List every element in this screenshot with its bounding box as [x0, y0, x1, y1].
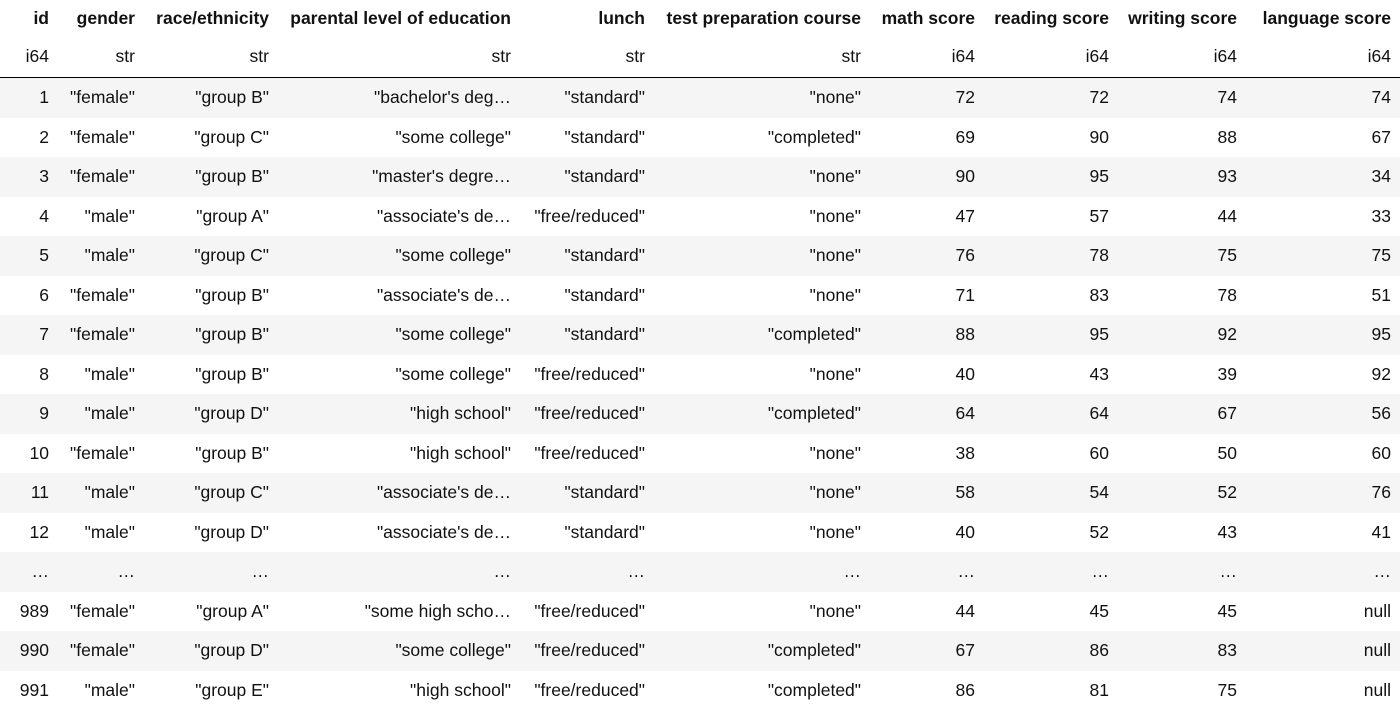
cell-reading-score: 90 [984, 118, 1118, 158]
cell-gender: "male" [58, 236, 144, 276]
cell-reading-score: … [984, 552, 1118, 592]
cell-race-ethnicity: "group B" [144, 78, 278, 118]
table-row [0, 78, 1400, 118]
cell-writing-score: 52 [1118, 473, 1246, 513]
cell-race-ethnicity: "group D" [144, 394, 278, 434]
table-row [0, 276, 1400, 316]
table-row [0, 355, 1400, 395]
cell-lunch: "free/reduced" [520, 671, 654, 711]
table-row [0, 236, 1400, 276]
cell-math-score: 40 [870, 513, 984, 553]
column-header-writing-score: writing score [1128, 7, 1237, 28]
table-row [0, 592, 1400, 632]
cell-parental-level-of-education: "high school" [278, 434, 520, 474]
column-header-parental-level-of-education: parental level of education [290, 7, 511, 28]
cell-test-preparation-course: "none" [654, 434, 870, 474]
table-row [0, 434, 1400, 474]
cell-gender: "female" [58, 78, 144, 118]
cell-test-preparation-course: "completed" [654, 315, 870, 355]
cell-language-score: 33 [1246, 197, 1400, 237]
cell-reading-score: 54 [984, 473, 1118, 513]
cell-language-score: null [1246, 671, 1400, 711]
cell-race-ethnicity: … [144, 552, 278, 592]
cell-parental-level-of-education: "some college" [278, 236, 520, 276]
cell-id: 989 [0, 592, 58, 632]
cell-race-ethnicity: "group C" [144, 118, 278, 158]
cell-math-score: 67 [870, 631, 984, 671]
cell-language-score: 95 [1246, 315, 1400, 355]
cell-gender: "male" [58, 671, 144, 711]
cell-gender: "female" [58, 434, 144, 474]
cell-parental-level-of-education: "high school" [278, 394, 520, 434]
cell-test-preparation-course: "completed" [654, 394, 870, 434]
cell-language-score: 41 [1246, 513, 1400, 553]
cell-id: 7 [0, 315, 58, 355]
cell-reading-score: 57 [984, 197, 1118, 237]
cell-math-score: 47 [870, 197, 984, 237]
table-row [0, 197, 1400, 237]
cell-language-score: 56 [1246, 394, 1400, 434]
column-header-gender: gender [76, 7, 135, 28]
cell-language-score: 34 [1246, 157, 1400, 197]
cell-test-preparation-course: "completed" [654, 671, 870, 711]
cell-test-preparation-course: "none" [654, 276, 870, 316]
cell-parental-level-of-education: "high school" [278, 671, 520, 711]
cell-math-score: 64 [870, 394, 984, 434]
dtype-math-score: i64 [870, 36, 984, 78]
table-row [0, 473, 1400, 513]
cell-writing-score: … [1118, 552, 1246, 592]
cell-writing-score: 50 [1118, 434, 1246, 474]
cell-language-score: null [1246, 592, 1400, 632]
cell-gender: … [58, 552, 144, 592]
cell-id: 11 [0, 473, 58, 513]
cell-race-ethnicity: "group A" [144, 592, 278, 632]
cell-lunch: "free/reduced" [520, 631, 654, 671]
cell-gender: "female" [58, 315, 144, 355]
cell-reading-score: 83 [984, 276, 1118, 316]
dtype-reading-score: i64 [984, 36, 1118, 78]
cell-id: 3 [0, 157, 58, 197]
table-row [0, 513, 1400, 553]
cell-race-ethnicity: "group C" [144, 236, 278, 276]
cell-reading-score: 95 [984, 315, 1118, 355]
cell-test-preparation-course: "none" [654, 78, 870, 118]
cell-id: 10 [0, 434, 58, 474]
cell-language-score: 51 [1246, 276, 1400, 316]
cell-reading-score: 52 [984, 513, 1118, 553]
dtype-test-preparation-course: str [654, 36, 870, 78]
cell-id: 991 [0, 671, 58, 711]
cell-gender: "female" [58, 631, 144, 671]
cell-gender: "male" [58, 473, 144, 513]
cell-lunch: "standard" [520, 276, 654, 316]
cell-writing-score: 75 [1118, 671, 1246, 711]
cell-id: 990 [0, 631, 58, 671]
cell-math-score: 69 [870, 118, 984, 158]
cell-parental-level-of-education: "some college" [278, 118, 520, 158]
cell-reading-score: 78 [984, 236, 1118, 276]
cell-writing-score: 78 [1118, 276, 1246, 316]
cell-reading-score: 95 [984, 157, 1118, 197]
cell-writing-score: 93 [1118, 157, 1246, 197]
cell-race-ethnicity: "group D" [144, 513, 278, 553]
dtype-race-ethnicity: str [144, 36, 278, 78]
cell-parental-level-of-education: "associate's de… [278, 276, 520, 316]
dtype-language-score: i64 [1246, 36, 1400, 78]
cell-writing-score: 74 [1118, 78, 1246, 118]
cell-parental-level-of-education: "some college" [278, 315, 520, 355]
cell-math-score: 44 [870, 592, 984, 632]
column-header-language-score: language score [1262, 7, 1391, 28]
cell-writing-score: 44 [1118, 197, 1246, 237]
table-row [0, 394, 1400, 434]
cell-language-score: 74 [1246, 78, 1400, 118]
table-row [0, 671, 1400, 711]
cell-test-preparation-course: "none" [654, 157, 870, 197]
cell-test-preparation-course: "none" [654, 473, 870, 513]
cell-writing-score: 67 [1118, 394, 1246, 434]
cell-math-score: 72 [870, 78, 984, 118]
cell-language-score: 75 [1246, 236, 1400, 276]
cell-test-preparation-course: "none" [654, 197, 870, 237]
dtype-gender: str [58, 36, 144, 78]
cell-gender: "male" [58, 513, 144, 553]
cell-race-ethnicity: "group B" [144, 434, 278, 474]
dtype-id: i64 [0, 36, 58, 78]
cell-lunch: "standard" [520, 513, 654, 553]
dtype-writing-score: i64 [1118, 36, 1246, 78]
cell-writing-score: 43 [1118, 513, 1246, 553]
cell-parental-level-of-education: "some college" [278, 355, 520, 395]
cell-test-preparation-course: "completed" [654, 118, 870, 158]
cell-lunch: "free/reduced" [520, 394, 654, 434]
cell-writing-score: 75 [1118, 236, 1246, 276]
cell-test-preparation-course: "none" [654, 592, 870, 632]
cell-math-score: 58 [870, 473, 984, 513]
cell-id: 9 [0, 394, 58, 434]
cell-writing-score: 39 [1118, 355, 1246, 395]
cell-parental-level-of-education: "associate's de… [278, 513, 520, 553]
column-header-lunch: lunch [598, 7, 645, 28]
dtype-parental-level-of-education: str [278, 36, 520, 78]
cell-test-preparation-course: "completed" [654, 631, 870, 671]
cell-id: 12 [0, 513, 58, 553]
cell-language-score: 76 [1246, 473, 1400, 513]
cell-test-preparation-course: "none" [654, 355, 870, 395]
cell-math-score: 76 [870, 236, 984, 276]
cell-parental-level-of-education: "master's degre… [278, 157, 520, 197]
cell-reading-score: 60 [984, 434, 1118, 474]
cell-language-score: 92 [1246, 355, 1400, 395]
cell-race-ethnicity: "group B" [144, 315, 278, 355]
cell-parental-level-of-education: "associate's de… [278, 197, 520, 237]
cell-test-preparation-course: "none" [654, 236, 870, 276]
cell-lunch: "standard" [520, 157, 654, 197]
cell-parental-level-of-education: "bachelor's deg… [278, 78, 520, 118]
column-header-race-ethnicity: race/ethnicity [156, 7, 269, 28]
table-body [0, 78, 1400, 711]
cell-parental-level-of-education: … [278, 552, 520, 592]
table-row [0, 631, 1400, 671]
cell-gender: "male" [58, 355, 144, 395]
cell-reading-score: 81 [984, 671, 1118, 711]
cell-parental-level-of-education: "some college" [278, 631, 520, 671]
cell-math-score: 90 [870, 157, 984, 197]
table-row [0, 315, 1400, 355]
cell-id: 1 [0, 78, 58, 118]
cell-math-score: … [870, 552, 984, 592]
column-header-id: id [33, 7, 49, 28]
cell-lunch: … [520, 552, 654, 592]
column-header-reading-score: reading score [994, 7, 1109, 28]
cell-test-preparation-course: "none" [654, 513, 870, 553]
cell-writing-score: 83 [1118, 631, 1246, 671]
cell-lunch: "free/reduced" [520, 355, 654, 395]
cell-writing-score: 45 [1118, 592, 1246, 632]
cell-race-ethnicity: "group D" [144, 631, 278, 671]
cell-id: 2 [0, 118, 58, 158]
column-header-math-score: math score [881, 7, 975, 28]
dtype-lunch: str [520, 36, 654, 78]
cell-lunch: "standard" [520, 315, 654, 355]
cell-language-score: null [1246, 631, 1400, 671]
cell-reading-score: 64 [984, 394, 1118, 434]
cell-gender: "male" [58, 394, 144, 434]
cell-gender: "female" [58, 157, 144, 197]
cell-gender: "female" [58, 118, 144, 158]
cell-id: 6 [0, 276, 58, 316]
cell-reading-score: 45 [984, 592, 1118, 632]
cell-math-score: 71 [870, 276, 984, 316]
cell-gender: "male" [58, 197, 144, 237]
cell-lunch: "standard" [520, 473, 654, 513]
cell-language-score: 60 [1246, 434, 1400, 474]
column-dtypes-row [0, 36, 1400, 78]
cell-language-score: … [1246, 552, 1400, 592]
table-row [0, 118, 1400, 158]
column-header-test-preparation-course: test preparation course [666, 7, 861, 28]
cell-race-ethnicity: "group B" [144, 276, 278, 316]
cell-math-score: 88 [870, 315, 984, 355]
cell-gender: "female" [58, 592, 144, 632]
cell-id: 8 [0, 355, 58, 395]
cell-writing-score: 88 [1118, 118, 1246, 158]
column-names-row [0, 0, 1400, 36]
cell-race-ethnicity: "group B" [144, 157, 278, 197]
cell-lunch: "free/reduced" [520, 197, 654, 237]
cell-reading-score: 72 [984, 78, 1118, 118]
cell-writing-score: 92 [1118, 315, 1246, 355]
cell-math-score: 40 [870, 355, 984, 395]
cell-lunch: "free/reduced" [520, 592, 654, 632]
cell-gender: "female" [58, 276, 144, 316]
table-row [0, 157, 1400, 197]
cell-id: 4 [0, 197, 58, 237]
cell-lunch: "free/reduced" [520, 434, 654, 474]
cell-reading-score: 43 [984, 355, 1118, 395]
cell-lunch: "standard" [520, 118, 654, 158]
cell-race-ethnicity: "group C" [144, 473, 278, 513]
cell-id: … [0, 552, 58, 592]
ellipsis-row [0, 552, 1400, 592]
cell-test-preparation-course: … [654, 552, 870, 592]
cell-race-ethnicity: "group E" [144, 671, 278, 711]
cell-parental-level-of-education: "some high scho… [278, 592, 520, 632]
cell-language-score: 67 [1246, 118, 1400, 158]
cell-race-ethnicity: "group B" [144, 355, 278, 395]
cell-math-score: 86 [870, 671, 984, 711]
cell-reading-score: 86 [984, 631, 1118, 671]
cell-math-score: 38 [870, 434, 984, 474]
cell-race-ethnicity: "group A" [144, 197, 278, 237]
cell-lunch: "standard" [520, 236, 654, 276]
cell-lunch: "standard" [520, 78, 654, 118]
table-header [0, 0, 1400, 78]
cell-id: 5 [0, 236, 58, 276]
cell-parental-level-of-education: "associate's de… [278, 473, 520, 513]
